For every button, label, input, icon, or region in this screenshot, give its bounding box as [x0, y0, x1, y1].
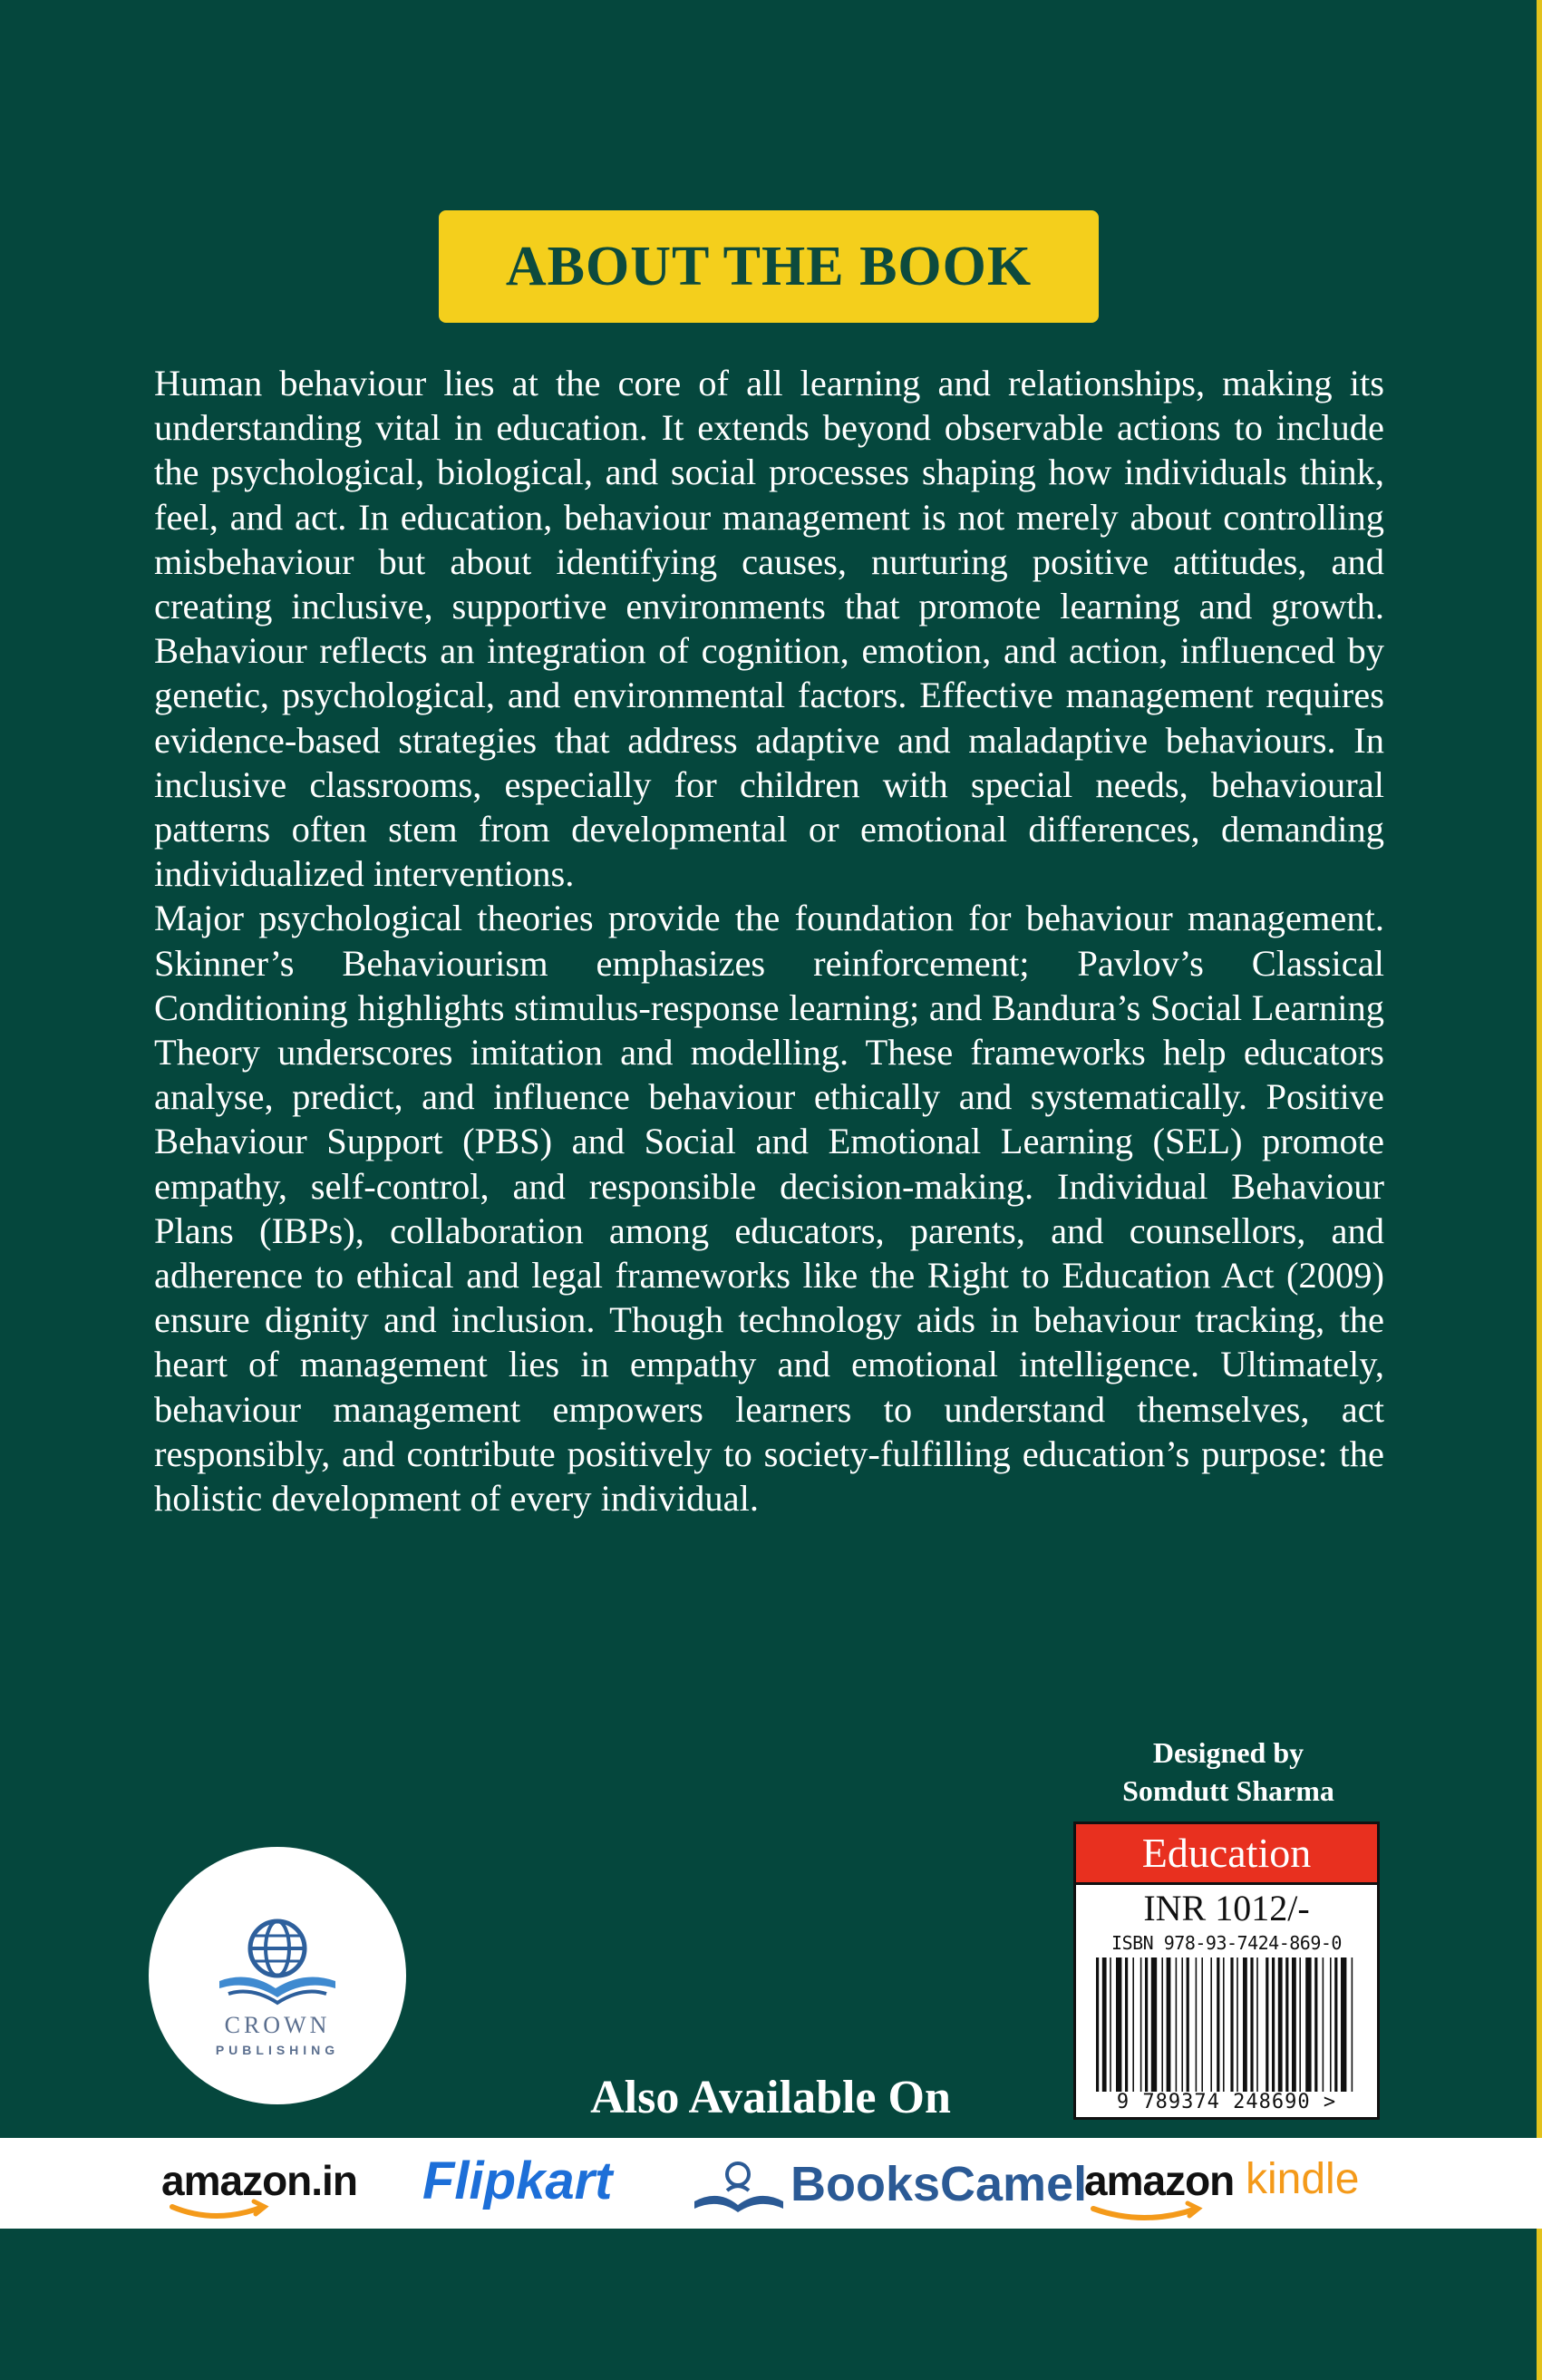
barcode-bar — [1299, 1957, 1301, 2092]
barcode-bars — [1091, 1957, 1363, 2092]
barcode-bar — [1116, 1957, 1121, 2092]
barcode-bar — [1292, 1957, 1296, 2092]
barcode-bar — [1125, 1957, 1128, 2092]
barcode-bar — [1187, 1957, 1189, 2092]
about-title: ABOUT THE BOOK — [505, 235, 1033, 297]
globe-book-icon — [149, 1847, 406, 2104]
barcode-bar — [1132, 1957, 1134, 2092]
barcode-bar — [1161, 1957, 1163, 2092]
kindle-text: kindle — [1246, 2155, 1360, 2203]
flipkart-text: Flipkart — [422, 2152, 613, 2210]
barcode-bar — [1181, 1957, 1183, 2092]
designer-name: Somdutt Sharma — [1122, 1774, 1334, 1807]
store-logo-strip — [0, 2138, 1542, 2229]
publisher-logo — [149, 1847, 406, 2104]
book-description — [154, 361, 1384, 1520]
barcode-bar — [1223, 1957, 1225, 2092]
kindle-smile-icon — [1084, 2138, 1266, 2229]
kindle-amazon-text: amazon — [1084, 2157, 1235, 2204]
barcode-bar — [1323, 1957, 1324, 2092]
barcode-bar — [1140, 1957, 1142, 2092]
spine-edge — [1537, 0, 1542, 2380]
barcode-bar — [1217, 1957, 1219, 2092]
description-paragraph-2: Major psychological theories provide the foundation for behaviour management. Skinner’s Behaviourism emphasizes reinforcement; Pavlov’s Classical Conditioning highlights stimulus-response learning; and Bandura’s Social Learning Theory underscores imitation and modelling. These frameworks help educators analyse, predict, and influence behaviour ethically and systematically. Positive Behaviour Support (PBS) and Social and Emotional Learning (SEL) promote empathy, self-control, and responsible decision-making. Individual Behaviour Plans (IBPs), collaboration among educators, parents, and counsellors, and adherence to ethical and legal frameworks like the Right to Education Act (2009) ensure dignity and inclusion. Though technology aids in behaviour tracking, the heart of management lies in empathy and emotional intelligence. Ultimately, behaviour management empowers learners to understand themselves, act responsibly, and contribute positively to society-fulfilling education’s purpose: the holistic development of every individual. — [154, 898, 1384, 1520]
barcode-bar — [1237, 1957, 1238, 2092]
isbn-label: ISBN 978-93-7424-869-0 — [1111, 1932, 1342, 1954]
publisher-name: CROWN — [224, 2012, 331, 2038]
designer-credit — [1070, 1734, 1387, 1810]
barcode-bar — [1196, 1957, 1198, 2092]
designer-label: Designed by — [1152, 1736, 1304, 1769]
barcode-bar — [1278, 1957, 1283, 2092]
price-label: INR 1012/- — [1143, 1888, 1310, 1928]
category-label: Education — [1076, 1824, 1377, 1885]
bookscamel-text: BooksCamel — [790, 2157, 1088, 2211]
barcode-bar — [1243, 1957, 1247, 2092]
barcode-bar — [1305, 1957, 1311, 2092]
camel-book-icon — [682, 2138, 790, 2229]
barcode-bar — [1110, 1957, 1111, 2092]
barcode-bar — [1266, 1957, 1268, 2092]
barcode-bar — [1330, 1957, 1332, 2092]
barcode-bar — [1352, 1957, 1353, 2092]
barcode-bar — [1230, 1957, 1233, 2092]
barcode-bar — [1285, 1957, 1288, 2092]
also-available-heading: Also Available On — [590, 2072, 951, 2123]
barcode-bar — [1096, 1957, 1099, 2092]
barcode-bar — [1145, 1957, 1148, 2092]
amazon-smile-icon — [161, 2138, 343, 2229]
barcode-bar — [1341, 1957, 1346, 2092]
amazon-in-text: amazon.in — [161, 2157, 357, 2204]
barcode-digits: 9 789374 248690 > — [1116, 2091, 1337, 2113]
publisher-sub: PUBLISHING — [215, 2043, 340, 2057]
barcode-bar — [1256, 1957, 1258, 2092]
barcode-bar — [1176, 1957, 1178, 2092]
barcode-bar — [1250, 1957, 1253, 2092]
barcode-bar — [1334, 1957, 1337, 2092]
barcode-bar — [1314, 1957, 1317, 2092]
barcode-box — [1073, 1821, 1380, 2120]
barcode-bar — [1210, 1957, 1212, 2092]
barcode-bar — [1272, 1957, 1275, 2092]
description-paragraph-1: Human behaviour lies at the core of all learning and relationships, making its understanding vital in education. It extends beyond observable actions to include the psychological, biological, and social processes shaping how individuals think, feel, and act. In education, behaviour management is not merely about controlling misbehaviour but about identifying causes, nurturing positive attitudes, and creating inclusive, supportive environments that promote learning and growth. Behaviour reflects an integration of cognition, emotion, and action, influenced by genetic, psychological, and environmental factors. Effective management requires evidence-based strategies that address adaptive and maladaptive behaviours. In inclusive classrooms, especially for children with special needs, behavioural patterns often stem from developmental or emotional differences, demanding individualized interventions. — [154, 363, 1384, 895]
about-title-box — [439, 210, 1099, 323]
barcode-bar — [1102, 1957, 1107, 2092]
barcode-bar — [1201, 1957, 1203, 2092]
barcode-bar — [1151, 1957, 1157, 2092]
barcode-bar — [1167, 1957, 1171, 2092]
